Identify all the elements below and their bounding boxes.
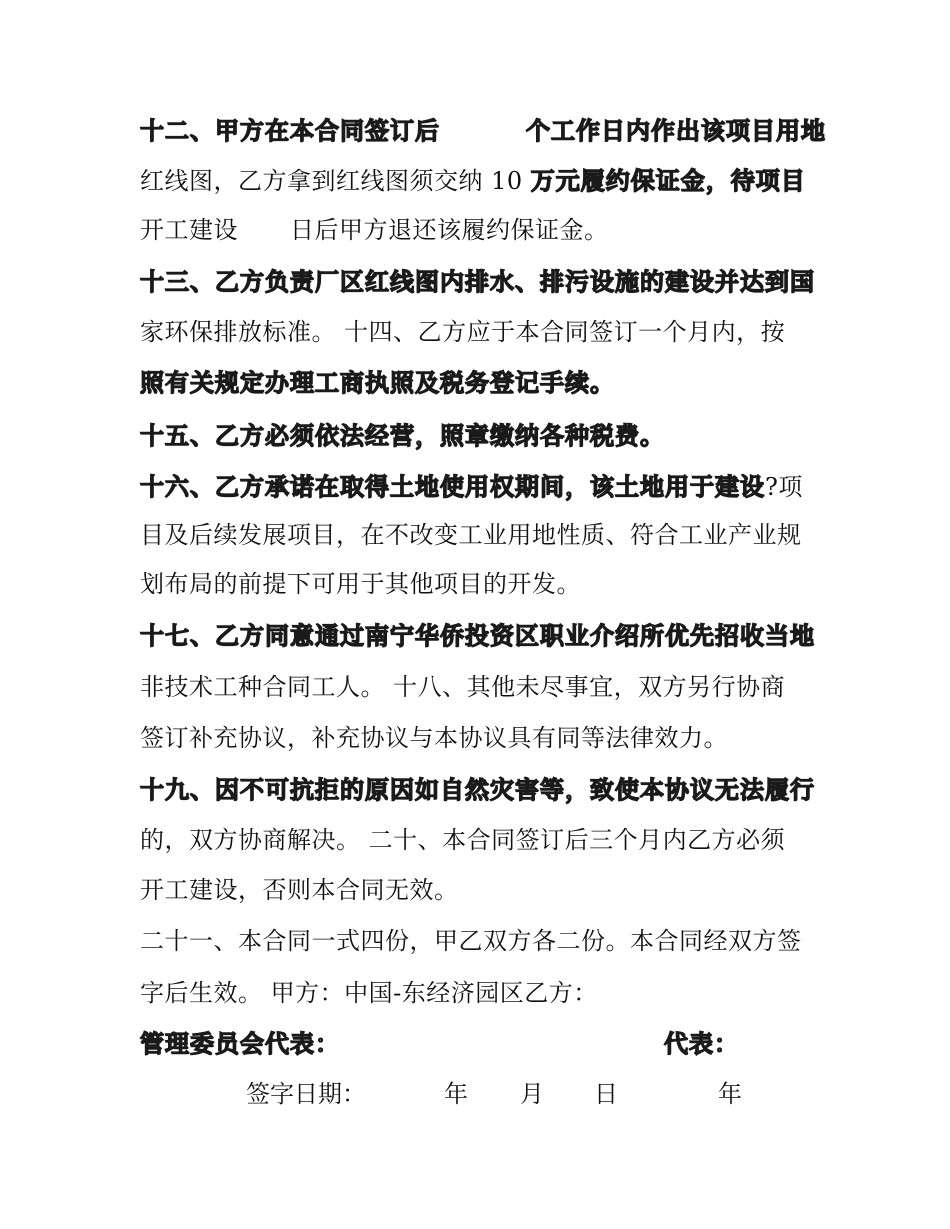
clause-16-line-3: 划布局的前提下可用于其他项目的开发。	[140, 570, 581, 598]
signature-day-label: 日	[594, 1080, 618, 1108]
signature-rep-line	[140, 1028, 340, 1060]
clause-21-line-1: 二十一、本合同一式四份，甲乙双方各二份。本合同经双方签	[140, 927, 802, 955]
signature-date-label: 签字日期：	[246, 1080, 366, 1108]
clause-12-line-1	[140, 115, 826, 147]
clause-13-line-1: 十三、乙方负责厂区红线图内排水、排污设施的建设并达到国	[140, 268, 815, 296]
clause-12-line-3	[140, 214, 609, 246]
clause-12-text-f: 日后甲方退还该履约保证金。	[290, 216, 609, 244]
clause-16-line-1	[140, 471, 803, 503]
party-a-rep-label: 管理委员会代表：	[140, 1030, 340, 1058]
clause-20-line-2: 开工建设，否则本合同无效。	[140, 876, 459, 904]
signature-year-label: 年	[444, 1080, 468, 1108]
party-b-rep-label: 代表：	[664, 1030, 739, 1058]
clause-21-line-2: 字后生效。 甲方：中国-东经济园区乙方：	[140, 979, 598, 1007]
clause-12-text-e: 开工建设	[140, 216, 238, 244]
clause-16-line-2: 目及后续发展项目，在不改变工业用地性质、符合工业产业规	[140, 521, 802, 549]
clause-12-text-b: 个工作日内作出该项目用地	[526, 117, 826, 145]
clause-15-line: 十五、乙方必须依法经营，照章缴纳各种税费。	[140, 422, 665, 450]
clause-16-text-b: ?项	[765, 473, 803, 501]
clause-18-line-2: 签订补充协议，补充协议与本协议具有同等法律效力。	[140, 724, 728, 752]
clause-12-line-2	[140, 165, 806, 197]
signature-month-label: 月	[520, 1080, 544, 1108]
clause-19-line-1: 十九、因不可抗拒的原因如自然灾害等，致使本协议无法履行	[140, 776, 815, 804]
clause-14-line-2: 照有关规定办理工商执照及税务登记手续。	[140, 369, 615, 397]
signature-year2-label: 年	[718, 1080, 742, 1108]
clause-12-text-a: 十二、甲方在本合同签订后	[140, 117, 440, 145]
clause-12-text-c: 红线图，乙方拿到红线图须交纳 10	[140, 167, 531, 195]
clause-17-line-1: 十七、乙方同意通过南宁华侨投资区职业介绍所优先招收当地	[140, 622, 815, 650]
clause-12-text-d: 万元履约保证金，待项目	[530, 167, 806, 195]
clause-19-20-line: 的，双方协商解决。 二十、本合同签订后三个月内乙方必须	[140, 826, 786, 854]
clause-17-18-line: 非技术工种合同工人。 十八、其他未尽事宜，双方另行协商	[140, 673, 786, 701]
clause-16-text-a: 十六、乙方承诺在取得土地使用权期间，该土地用于建设	[140, 473, 765, 501]
clause-13-14-line: 家环保排放标准。 十四、乙方应于本合同签订一个月内，按	[140, 318, 786, 346]
